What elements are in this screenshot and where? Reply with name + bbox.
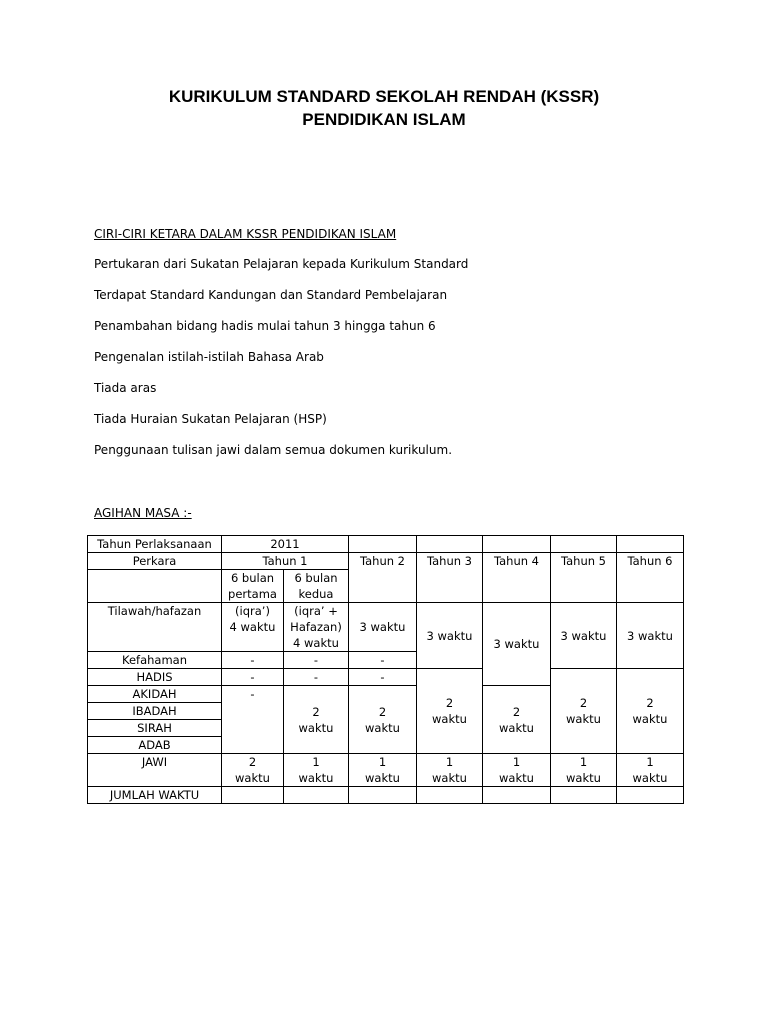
tilawah-tahun-5: 3 waktu: [551, 603, 617, 669]
row-label-jumlah-waktu: JUMLAH WAKTU: [88, 787, 222, 804]
agihan-heading: AGIHAN MASA :-: [94, 506, 192, 520]
tilawah-tahun-3: 3 waktu: [417, 603, 483, 669]
feature-item: Tiada aras: [94, 381, 157, 395]
row-label-ibadah: IBADAH: [88, 703, 222, 720]
cell-text: waktu: [499, 771, 534, 785]
kefahaman-tahun-2: -: [349, 652, 417, 669]
empty-cell: [88, 570, 222, 603]
hadis-tahun-2: -: [349, 669, 417, 686]
page-title-line2: PENDIDIKAN ISLAM: [302, 110, 466, 129]
hadis-second-half: -: [284, 669, 349, 686]
cell-text: (iqra’ +: [294, 604, 338, 618]
empty-cell: [284, 787, 349, 804]
tahun-3-header: Tahun 3: [417, 553, 483, 603]
cell-text: waktu: [298, 771, 334, 785]
feature-item: Pertukaran dari Sukatan Pelajaran kepada Kurikulum Standard: [94, 257, 469, 271]
tilawah-tahun-6: 3 waktu: [617, 603, 684, 669]
cell-text: 1: [512, 755, 521, 769]
akidah-first-half: -: [222, 686, 284, 754]
empty-cell: [417, 787, 483, 804]
row-label-akidah: AKIDAH: [88, 686, 222, 703]
jawi-tahun-3: [417, 754, 483, 787]
page-title-line1: KURIKULUM STANDARD SEKOLAH RENDAH (KSSR): [168, 87, 600, 106]
cell-text: waktu: [566, 712, 601, 726]
sub-header-text: 6 bulan: [294, 571, 338, 585]
cell-text: 2: [445, 696, 454, 710]
agihan-masa-table: [87, 535, 684, 804]
merged-tahun-6: [617, 669, 684, 754]
jawi-tahun-5: [551, 754, 617, 787]
tilawah-first-half: [222, 603, 284, 652]
cell-text: 4 waktu: [229, 620, 276, 634]
empty-cell: [551, 787, 617, 804]
jawi-tahun-4: [483, 754, 551, 787]
cell-text: waktu: [235, 771, 270, 785]
tahun-perlaksanaan-label: Tahun Perlaksanaan: [88, 536, 222, 553]
features-heading: CIRI-CIRI KETARA DALAM KSSR PENDIDIKAN ISLAM: [94, 227, 397, 241]
row-label-kefahaman: Kefahaman: [88, 652, 222, 669]
cell-text: waktu: [432, 712, 467, 726]
sub-header-text: 6 bulan: [230, 571, 275, 585]
cell-text: waktu: [632, 771, 668, 785]
cell-text: 2: [312, 704, 320, 719]
empty-cell: [617, 787, 684, 804]
sub-header-second-half: [284, 570, 349, 603]
empty-cell: [349, 536, 417, 553]
row-label-tilawah: Tilawah/hafazan: [88, 603, 222, 652]
feature-item: Pengenalan istilah-istilah Bahasa Arab: [94, 350, 324, 364]
cell-text: waktu: [632, 712, 668, 726]
jawi-tahun-6: [617, 754, 684, 787]
merged-tahun-3: [417, 669, 483, 754]
kefahaman-second-half: -: [284, 652, 349, 669]
perkara-label: Perkara: [88, 553, 222, 570]
cell-text: waktu: [298, 720, 334, 735]
cell-text: 2: [579, 696, 588, 710]
tahun-5-header: Tahun 5: [551, 553, 617, 603]
feature-item: Tiada Huraian Sukatan Pelajaran (HSP): [94, 412, 327, 426]
year-cell: 2011: [222, 536, 349, 553]
merged-tahun-2: [349, 686, 417, 754]
cell-text: 2: [248, 755, 257, 769]
cell-text: waktu: [499, 720, 534, 735]
sub-header-text: kedua: [298, 587, 334, 601]
empty-cell: [483, 536, 551, 553]
cell-text: (iqra’): [235, 604, 270, 618]
cell-text: 2: [512, 704, 521, 719]
empty-cell: [417, 536, 483, 553]
cell-text: 1: [445, 755, 454, 769]
hadis-first-half: -: [222, 669, 284, 686]
cell-text: waktu: [365, 720, 400, 735]
merged-tahun-1-second-half: [284, 686, 349, 754]
tilawah-tahun-4: 3 waktu: [483, 603, 551, 686]
cell-text: 1: [378, 755, 387, 769]
kefahaman-first-half: -: [222, 652, 284, 669]
cell-text: 1: [579, 755, 588, 769]
tilawah-second-half: [284, 603, 349, 652]
cell-text: waktu: [365, 771, 400, 785]
empty-cell: [222, 787, 284, 804]
empty-cell: [551, 536, 617, 553]
tilawah-tahun-2: 3 waktu: [349, 603, 417, 652]
cell-text: 2: [378, 704, 387, 719]
jawi-second-half: [284, 754, 349, 787]
merged-tahun-5: [551, 669, 617, 754]
cell-text: 2: [646, 696, 654, 710]
cell-text: 4 waktu: [293, 636, 339, 650]
empty-cell: [483, 787, 551, 804]
row-label-jawi: JAWI: [88, 754, 222, 787]
empty-cell: [349, 787, 417, 804]
tahun-1-header: Tahun 1: [222, 553, 349, 570]
feature-item: Penambahan bidang hadis mulai tahun 3 hingga tahun 6: [94, 319, 436, 333]
feature-item: Penggunaan tulisan jawi dalam semua dokumen kurikulum.: [94, 443, 453, 457]
jawi-first-half: [222, 754, 284, 787]
sub-header-first-half: [222, 570, 284, 603]
cell-text: waktu: [566, 771, 601, 785]
tahun-6-header: Tahun 6: [617, 553, 684, 603]
empty-cell: [617, 536, 684, 553]
row-label-adab: ADAB: [88, 737, 222, 754]
tahun-2-header: Tahun 2: [349, 553, 417, 603]
sub-header-text: pertama: [228, 587, 277, 601]
feature-item: Terdapat Standard Kandungan dan Standard Pembelajaran: [94, 288, 448, 302]
cell-text: 1: [646, 755, 654, 769]
row-label-sirah: SIRAH: [88, 720, 222, 737]
cell-text: Hafazan): [290, 620, 342, 634]
cell-text: 1: [312, 755, 320, 769]
cell-text: waktu: [432, 771, 467, 785]
jawi-tahun-2: [349, 754, 417, 787]
tahun-4-header: Tahun 4: [483, 553, 551, 603]
row-label-hadis: HADIS: [88, 669, 222, 686]
merged-tahun-4: [483, 686, 551, 754]
